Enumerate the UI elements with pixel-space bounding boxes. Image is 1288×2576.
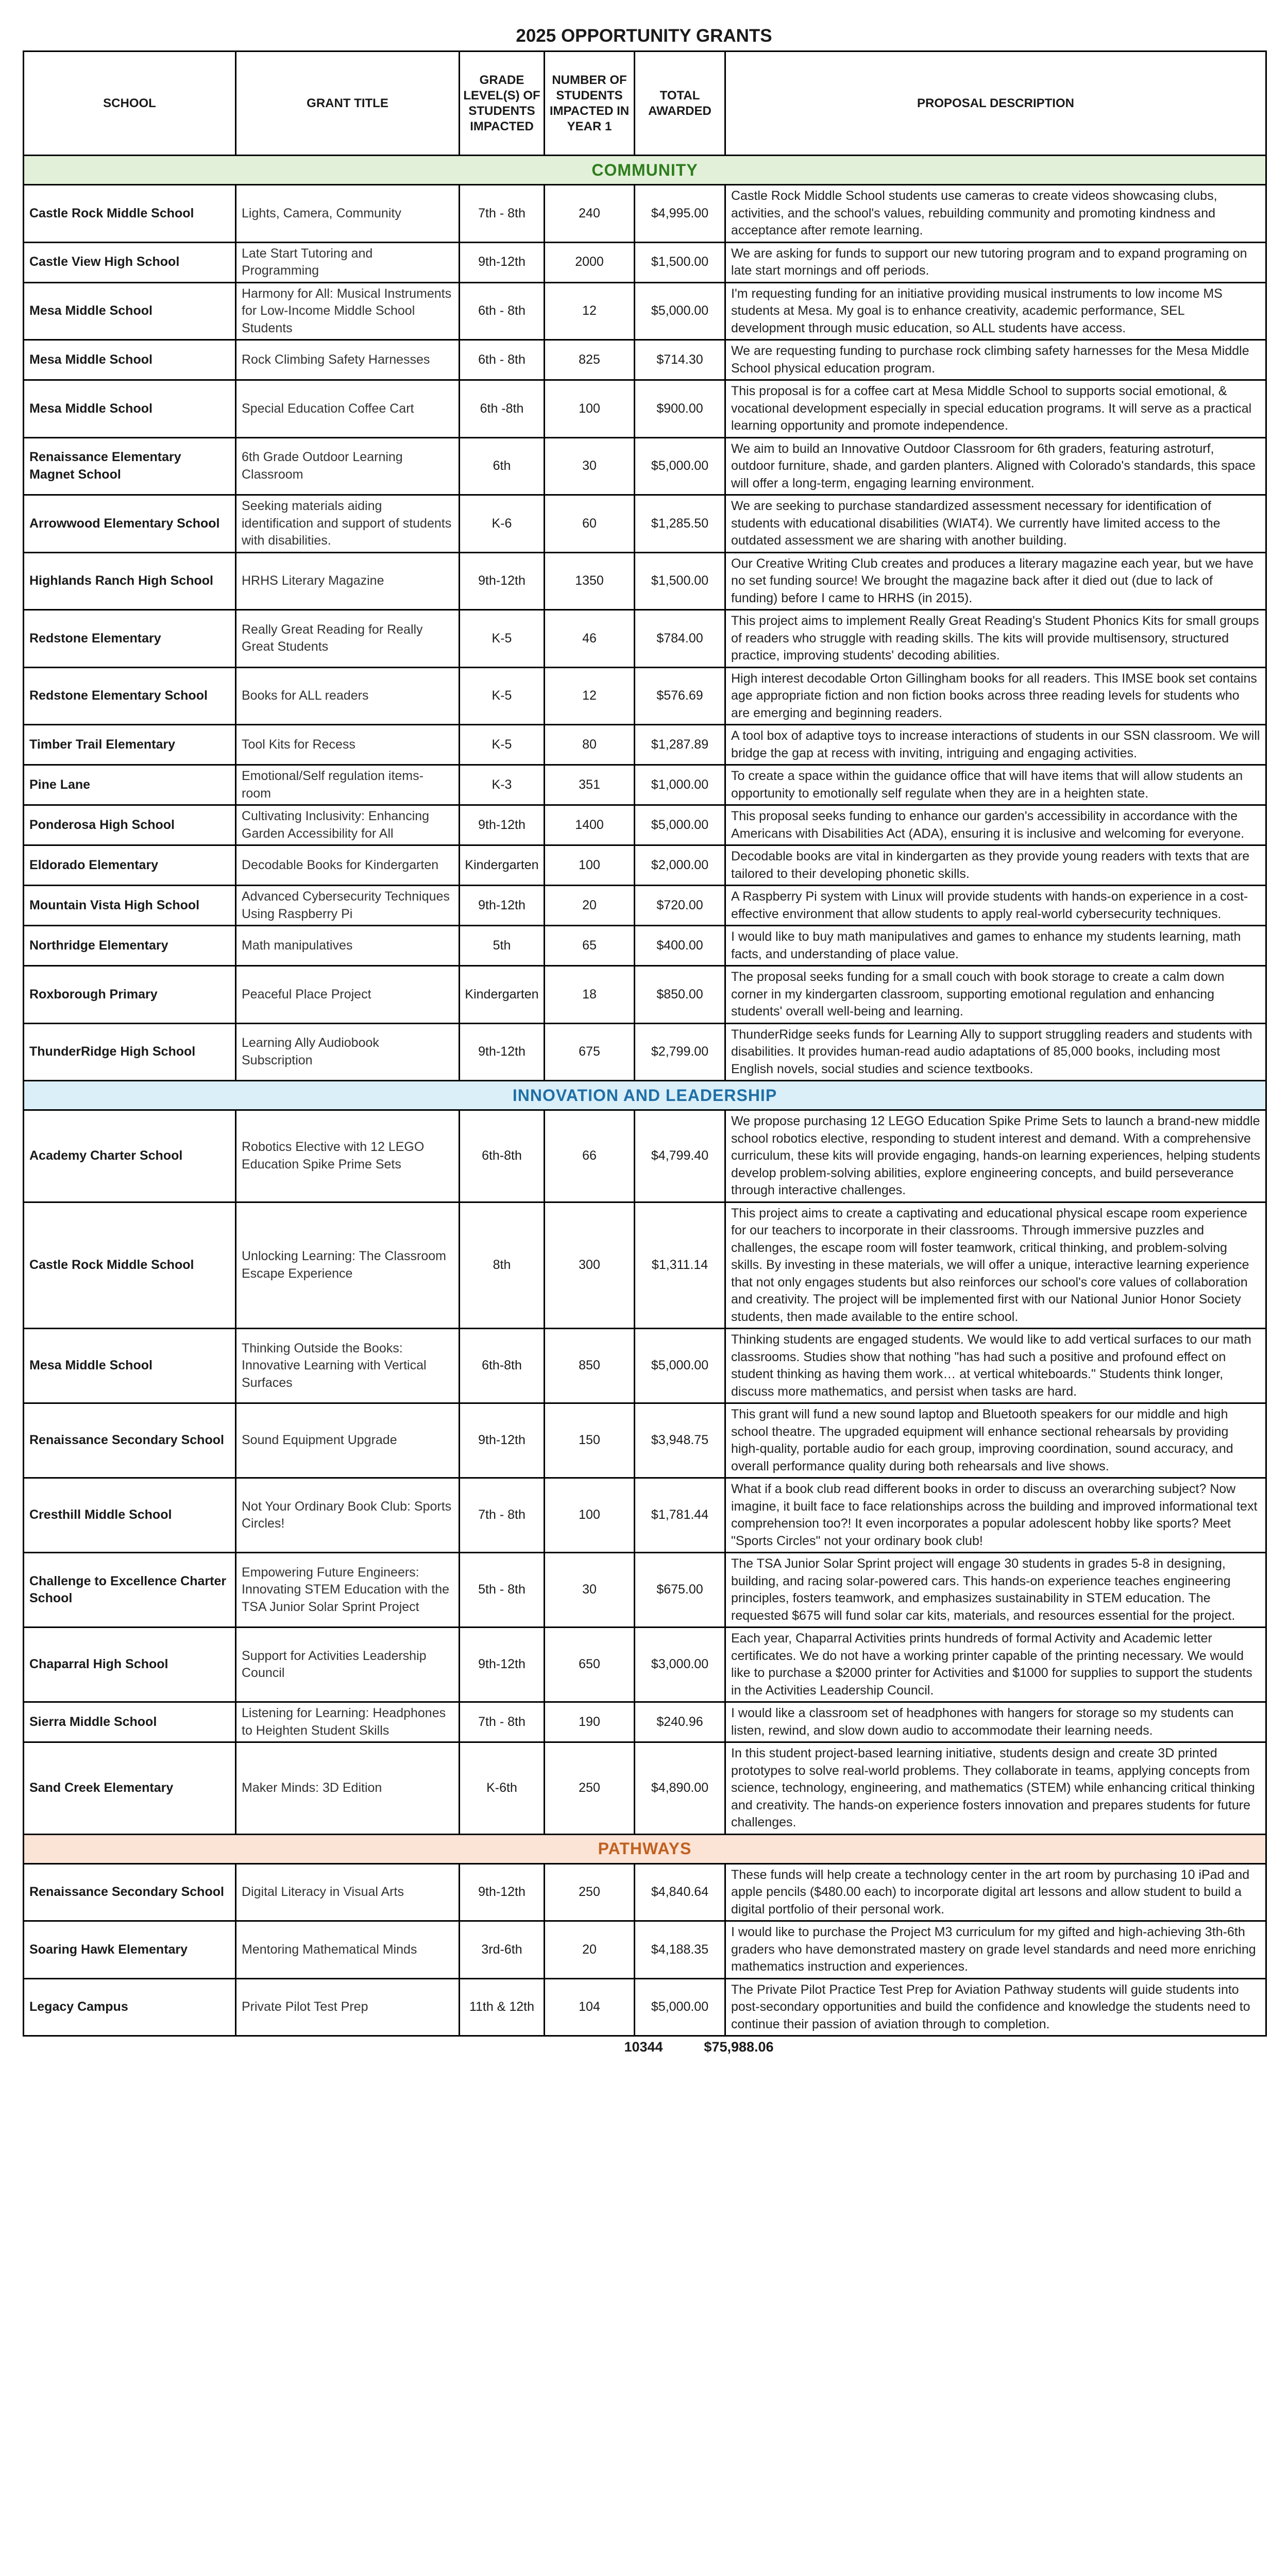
grant-title-cell: Lights, Camera, Community	[236, 185, 460, 243]
proposal-description-cell: The Private Pilot Practice Test Prep for Aviation Pathway students will guide students into post-secondary opportunities and build the confidence and knowledge the students need to continue their passion of aviation through to completion.	[725, 1978, 1266, 2036]
proposal-description-cell: This proposal seeks funding to enhance our garden's accessibility in accordance with the Americans with Disabilities Act (ADA), ensuring it is inclusive and welcoming for everyone.	[725, 805, 1266, 845]
grant-title-cell: Learning Ally Audiobook Subscription	[236, 1023, 460, 1081]
students-impacted-cell: 12	[545, 282, 635, 340]
students-impacted-cell: 850	[545, 1329, 635, 1403]
students-impacted-cell: 65	[545, 926, 635, 966]
school-cell: Ponderosa High School	[24, 805, 236, 845]
total-awarded-cell: $1,500.00	[635, 552, 725, 610]
total-awarded-cell: $2,000.00	[635, 845, 725, 886]
grant-title-cell: Cultivating Inclusivity: Enhancing Garden Accessibility for All	[236, 805, 460, 845]
grant-title-cell: Listening for Learning: Headphones to Heighten Student Skills	[236, 1702, 460, 1742]
grant-title-cell: Robotics Elective with 12 LEGO Education Spike Prime Sets	[236, 1110, 460, 1202]
school-cell: Renaissance Secondary School	[24, 1863, 236, 1921]
total-awarded-cell: $714.30	[635, 340, 725, 380]
school-cell: Renaissance Elementary Magnet School	[24, 437, 236, 495]
students-impacted-cell: 825	[545, 340, 635, 380]
grant-title-cell: Support for Activities Leadership Council	[236, 1628, 460, 1702]
school-cell: Castle Rock Middle School	[24, 1202, 236, 1329]
document-title: 2025 OPPORTUNITY GRANTS	[516, 26, 772, 46]
grant-title-cell: Special Education Coffee Cart	[236, 380, 460, 438]
students-impacted-cell: 300	[545, 1202, 635, 1329]
grant-title-cell: Math manipulatives	[236, 926, 460, 966]
school-cell: Castle Rock Middle School	[24, 185, 236, 243]
total-awarded-cell: $4,799.40	[635, 1110, 725, 1202]
grade-level-cell: 9th-12th	[460, 1023, 545, 1081]
table-row	[24, 926, 1266, 966]
proposal-description-cell: I would like a classroom set of headphones with hangers for storage so my students can listen, rewind, and slow down audio to accommodate their learning needs.	[725, 1702, 1266, 1742]
grant-title-cell: Rock Climbing Safety Harnesses	[236, 340, 460, 380]
grant-title-cell: Seeking materials aiding identification and support of students with disabilities.	[236, 495, 460, 553]
table-row	[24, 282, 1266, 340]
table-row	[24, 1202, 1266, 1329]
grade-level-cell: 9th-12th	[460, 1403, 545, 1478]
students-impacted-cell: 100	[545, 1478, 635, 1553]
school-cell: Northridge Elementary	[24, 926, 236, 966]
table-row	[24, 845, 1266, 886]
proposal-description-cell: ThunderRidge seeks funds for Learning Ally to support struggling readers and students with disabilities. It provides human-read audio adaptations of 85,000 books, including most English novels, social studies and science textbooks.	[725, 1023, 1266, 1081]
section-header-row	[24, 1834, 1266, 1863]
students-impacted-cell: 1350	[545, 552, 635, 610]
students-impacted-cell: 240	[545, 185, 635, 243]
total-awarded-cell: $850.00	[635, 966, 725, 1024]
grade-level-cell: 9th-12th	[460, 1628, 545, 1702]
school-cell: Cresthill Middle School	[24, 1478, 236, 1553]
table-row	[24, 1921, 1266, 1979]
table-row	[24, 1742, 1266, 1835]
proposal-description-cell: We aim to build an Innovative Outdoor Classroom for 6th graders, featuring astroturf, outdoor furniture, shade, and garden planters. Aligned with Colorado's standards, this space will offer a long-term, engaging learning environment.	[725, 437, 1266, 495]
school-cell: Legacy Campus	[24, 1978, 236, 2036]
section-title: COMMUNITY	[24, 156, 1266, 185]
table-row	[24, 552, 1266, 610]
school-cell: Redstone Elementary School	[24, 667, 236, 725]
grade-level-cell: K-5	[460, 667, 545, 725]
proposal-description-cell: We are asking for funds to support our new tutoring program and to expand programing on late start mornings and off periods.	[725, 242, 1266, 282]
grade-level-cell: 6th	[460, 437, 545, 495]
proposal-description-cell: Decodable books are vital in kindergarten as they provide young readers with texts that are tailored to their developing phonetic skills.	[725, 845, 1266, 886]
grant-title-cell: Private Pilot Test Prep	[236, 1978, 460, 2036]
total-awarded-cell: $5,000.00	[635, 437, 725, 495]
proposal-description-cell: I'm requesting funding for an initiative providing musical instruments to low income MS students at Mesa. My goal is to enhance creativity, academic performance, SEL development through music education, so ALL students have access.	[725, 282, 1266, 340]
proposal-description-cell: We propose purchasing 12 LEGO Education Spike Prime Sets to launch a brand-new middle school robotics elective, responding to student interest and demand. With a comprehensive curriculum, these kits will provide engaging, hands-on learning experiences, helping students develop problem-solving abilities, explore engineering concepts, and build perseverance through interactive challenges.	[725, 1110, 1266, 1202]
students-impacted-cell: 12	[545, 667, 635, 725]
school-cell: Renaissance Secondary School	[24, 1403, 236, 1478]
total-awarded-cell: $675.00	[635, 1553, 725, 1628]
proposal-description-cell: Castle Rock Middle School students use cameras to create videos showcasing clubs, activities, and the school's values, rebuilding community and promoting kindness and acceptance after remote learning.	[725, 185, 1266, 243]
grade-level-cell: 7th - 8th	[460, 1478, 545, 1553]
students-impacted-cell: 100	[545, 845, 635, 886]
grade-level-cell: 9th-12th	[460, 805, 545, 845]
total-awarded-cell: $784.00	[635, 610, 725, 668]
grade-level-cell: 9th-12th	[460, 552, 545, 610]
total-awarded-cell: $4,188.35	[635, 1921, 725, 1979]
total-awarded-cell: $240.96	[635, 1702, 725, 1742]
grade-level-cell: 3rd-6th	[460, 1921, 545, 1979]
grant-title-cell: Unlocking Learning: The Classroom Escape Experience	[236, 1202, 460, 1329]
students-impacted-cell: 1400	[545, 805, 635, 845]
header-total-awarded: TOTAL AWARDED	[635, 52, 725, 156]
proposal-description-cell: Thinking students are engaged students. We would like to add vertical surfaces to our math classrooms. Studies show that nothing "has had such a positive and profound effect on student thinking as having them work… at vertical whiteboards." Students think longer, discuss more mathematics, and persist when tasks are hard.	[725, 1329, 1266, 1403]
proposal-description-cell: This proposal is for a coffee cart at Mesa Middle School to supports social emotional, & vocational development especially in special education programs. It will serve as a practical learning opportunity and promote independence.	[725, 380, 1266, 438]
students-impacted-cell: 100	[545, 380, 635, 438]
grade-level-cell: 11th & 12th	[460, 1978, 545, 2036]
students-impacted-cell: 30	[545, 437, 635, 495]
total-awarded-cell: $1,285.50	[635, 495, 725, 553]
table-row	[24, 437, 1266, 495]
grade-level-cell: 6th-8th	[460, 1329, 545, 1403]
proposal-description-cell: We are seeking to purchase standardized assessment necessary for identification of students with educational disabilities (WIAT4). We currently have limited access to the outdated assessment we are sharing with another building.	[725, 495, 1266, 553]
table-row	[24, 610, 1266, 668]
school-cell: Challenge to Excellence Charter School	[24, 1553, 236, 1628]
students-impacted-cell: 20	[545, 1921, 635, 1979]
total-awarded-cell: $4,995.00	[635, 185, 725, 243]
section-header-row	[24, 156, 1266, 185]
students-impacted-cell: 250	[545, 1863, 635, 1921]
table-row	[24, 380, 1266, 438]
proposal-description-cell: To create a space within the guidance office that will have items that will allow students an opportunity to emotionally self regulate when they are in a heighten state.	[725, 765, 1266, 805]
table-row	[24, 1023, 1266, 1081]
table-row	[24, 765, 1266, 805]
students-impacted-cell: 80	[545, 725, 635, 765]
table-row	[24, 340, 1266, 380]
proposal-description-cell: A Raspberry Pi system with Linux will provide students with hands-on experience in a cost-effective environment that allow students to apply real-world cybersecurity techniques.	[725, 886, 1266, 926]
proposal-description-cell: A tool box of adaptive toys to increase interactions of students in our SSN classroom. We will bridge the gap at recess with inviting, intriguing and engaging activities.	[725, 725, 1266, 765]
total-awarded-cell: $1,781.44	[635, 1478, 725, 1553]
school-cell: Castle View High School	[24, 242, 236, 282]
grant-title-cell: Decodable Books for Kindergarten	[236, 845, 460, 886]
table-row	[24, 1628, 1266, 1702]
students-impacted-cell: 46	[545, 610, 635, 668]
table-row	[24, 886, 1266, 926]
school-cell: Soaring Hawk Elementary	[24, 1921, 236, 1979]
grade-level-cell: K-6	[460, 495, 545, 553]
school-cell: Pine Lane	[24, 765, 236, 805]
grade-level-cell: 6th - 8th	[460, 282, 545, 340]
proposal-description-cell: High interest decodable Orton Gillingham books for all readers. This IMSE book set contains age appropriate fiction and non fiction books across three reading levels for students who are emerging and beginning readers.	[725, 667, 1266, 725]
grant-title-cell: Books for ALL readers	[236, 667, 460, 725]
proposal-description-cell: This project aims to create a captivating and educational physical escape room experience for our teachers to incorporate in their classrooms. Through immersive puzzles and challenges, the escape room will foster teamwork, critical thinking, and problem-solving skills. By investing in these materials, we will offer a unique, interactive learning experience that not only engages students but also reinforces our school's core values of collaboration and creativity. The project will be implemented first with our National Junior Honor Society students, then made available to the entire school.	[725, 1202, 1266, 1329]
proposal-description-cell: This project aims to implement Really Great Reading's Student Phonics Kits for small groups of readers who struggle with reading skills. The kits will provide multisensory, structured practice, improving students' decoding abilities.	[725, 610, 1266, 668]
grant-title-cell: Late Start Tutoring and Programming	[236, 242, 460, 282]
proposal-description-cell: The TSA Junior Solar Sprint project will engage 30 students in grades 5-8 in designing, building, and racing solar-powered cars. This hands-on experience teaches engineering principles, fosters teamwork, and emphasizes sustainability in STEM education. The requested $675 will fund solar car kits, materials, and resources essential for the project.	[725, 1553, 1266, 1628]
school-cell: Arrowwood Elementary School	[24, 495, 236, 553]
total-awarded-cell: $400.00	[635, 926, 725, 966]
table-row	[24, 667, 1266, 725]
students-impacted-cell: 190	[545, 1702, 635, 1742]
proposal-description-cell: Our Creative Writing Club creates and produces a literary magazine each year, but we have no set funding source! We brought the magazine back after it died out (due to lack of funding) before I came to HRHS (in 2015).	[725, 552, 1266, 610]
table-row	[24, 966, 1266, 1024]
table-row	[24, 725, 1266, 765]
section-title: INNOVATION AND LEADERSHIP	[24, 1081, 1266, 1110]
grade-level-cell: 6th-8th	[460, 1110, 545, 1202]
header-students-impacted: NUMBER OF STUDENTS IMPACTED IN YEAR 1	[545, 52, 635, 156]
grade-level-cell: K-5	[460, 725, 545, 765]
grade-level-cell: 5th - 8th	[460, 1553, 545, 1628]
grants-body	[24, 156, 1266, 2036]
grade-level-cell: Kindergarten	[460, 966, 545, 1024]
grant-title-cell: Mentoring Mathematical Minds	[236, 1921, 460, 1979]
table-row	[24, 1110, 1266, 1202]
total-awarded-cell: $4,890.00	[635, 1742, 725, 1835]
grant-title-cell: Digital Literacy in Visual Arts	[236, 1863, 460, 1921]
grant-title-cell: Thinking Outside the Books: Innovative Learning with Vertical Surfaces	[236, 1329, 460, 1403]
proposal-description-cell: I would like to buy math manipulatives and games to enhance my students learning, math facts, and understanding of place value.	[725, 926, 1266, 966]
school-cell: Mountain Vista High School	[24, 886, 236, 926]
total-awarded-cell: $576.69	[635, 667, 725, 725]
proposal-description-cell: I would like to purchase the Project M3 curriculum for my gifted and high-achieving 3th-6th graders who have demonstrated mastery on grade level standards and need more enriching mathematics instruction and experiences.	[725, 1921, 1266, 1979]
proposal-description-cell: These funds will help create a technology center in the art room by purchasing 10 iPad and apple pencils ($480.00 each) to incorporate digital art lessons and allow student to build a digital portfolio of their personal work.	[725, 1863, 1266, 1921]
school-cell: Mesa Middle School	[24, 1329, 236, 1403]
table-row	[24, 1403, 1266, 1478]
total-awarded-cell: $2,799.00	[635, 1023, 725, 1081]
students-impacted-cell: 2000	[545, 242, 635, 282]
total-awarded-cell: $720.00	[635, 886, 725, 926]
total-awarded-cell: $1,500.00	[635, 242, 725, 282]
section-title: PATHWAYS	[24, 1834, 1266, 1863]
grade-level-cell: K-6th	[460, 1742, 545, 1835]
proposal-description-cell: The proposal seeks funding for a small couch with book storage to create a calm down corner in my kindergarten classroom, supporting emotional regulation and enhancing students' overall well-being and learning.	[725, 966, 1266, 1024]
school-cell: Highlands Ranch High School	[24, 552, 236, 610]
total-students: 10344	[624, 2039, 663, 2055]
grant-title-cell: Sound Equipment Upgrade	[236, 1403, 460, 1478]
proposal-description-cell: We are requesting funding to purchase rock climbing safety harnesses for the Mesa Middle School physical education program.	[725, 340, 1266, 380]
table-row	[24, 242, 1266, 282]
table-row	[24, 1978, 1266, 2036]
total-awarded-cell: $1,000.00	[635, 765, 725, 805]
grant-title-cell: Peaceful Place Project	[236, 966, 460, 1024]
grade-level-cell: 9th-12th	[460, 886, 545, 926]
students-impacted-cell: 250	[545, 1742, 635, 1835]
grade-level-cell: 7th - 8th	[460, 185, 545, 243]
school-cell: ThunderRidge High School	[24, 1023, 236, 1081]
proposal-description-cell: This grant will fund a new sound laptop and Bluetooth speakers for our middle and high school theatre. The upgraded equipment will enhance sectional rehearsals by providing high-quality, portable audio for each group, improving coordination, sound accuracy, and overall performance quality during both rehearsals and live shows.	[725, 1403, 1266, 1478]
school-cell: Mesa Middle School	[24, 380, 236, 438]
total-awarded-cell: $3,948.75	[635, 1403, 725, 1478]
grade-level-cell: Kindergarten	[460, 845, 545, 886]
table-row	[24, 1553, 1266, 1628]
school-cell: Roxborough Primary	[24, 966, 236, 1024]
school-cell: Academy Charter School	[24, 1110, 236, 1202]
school-cell: Sand Creek Elementary	[24, 1742, 236, 1835]
total-awarded-cell: $4,840.64	[635, 1863, 725, 1921]
students-impacted-cell: 20	[545, 886, 635, 926]
proposal-description-cell: Each year, Chaparral Activities prints hundreds of formal Activity and Academic letter certificates. We do not have a working printer capable of the printing necessary. We would like to purchase a $2000 printer for Activities and $1000 for supplies to support the students in the Activities Leadership Council.	[725, 1628, 1266, 1702]
school-cell: Mesa Middle School	[24, 340, 236, 380]
students-impacted-cell: 150	[545, 1403, 635, 1478]
grant-title-cell: Empowering Future Engineers: Innovating STEM Education with the TSA Junior Solar Sprint Project	[236, 1553, 460, 1628]
students-impacted-cell: 30	[545, 1553, 635, 1628]
header-school: SCHOOL	[24, 52, 236, 156]
header-grade-level: GRADE LEVEL(S) OF STUDENTS IMPACTED	[460, 52, 545, 156]
total-awarded: $75,988.06	[704, 2039, 774, 2055]
school-cell: Chaparral High School	[24, 1628, 236, 1702]
students-impacted-cell: 104	[545, 1978, 635, 2036]
table-row	[24, 1863, 1266, 1921]
grant-title-cell: 6th Grade Outdoor Learning Classroom	[236, 437, 460, 495]
grade-level-cell: 8th	[460, 1202, 545, 1329]
total-awarded-cell: $5,000.00	[635, 1978, 725, 2036]
school-cell: Sierra Middle School	[24, 1702, 236, 1742]
grade-level-cell: 6th - 8th	[460, 340, 545, 380]
table-row	[24, 495, 1266, 553]
school-cell: Redstone Elementary	[24, 610, 236, 668]
proposal-description-cell: In this student project-based learning initiative, students design and create 3D printed prototypes to solve real-world problems. They collaborate in teams, applying concepts from science, technology, engineering, and mathematics (STEM) while enhancing critical thinking and creativity. The hands-on experience fosters innovation and prepares students for future challenges.	[725, 1742, 1266, 1835]
students-impacted-cell: 675	[545, 1023, 635, 1081]
grant-title-cell: Emotional/Self regulation items- room	[236, 765, 460, 805]
proposal-description-cell: What if a book club read different books in order to discuss an overarching subject? Now imagine, it built face to face relationships across the building and improved informational text comprehension too?! It even incorporates a popular adolescent hobby like sports? Meet "Sports Circles" not your ordinary book club!	[725, 1478, 1266, 1553]
totals-row	[23, 2037, 1265, 2057]
total-awarded-cell: $1,287.89	[635, 725, 725, 765]
total-awarded-cell: $900.00	[635, 380, 725, 438]
table-row	[24, 1702, 1266, 1742]
school-cell: Timber Trail Elementary	[24, 725, 236, 765]
grade-level-cell: 9th-12th	[460, 242, 545, 282]
students-impacted-cell: 66	[545, 1110, 635, 1202]
grade-level-cell: K-3	[460, 765, 545, 805]
total-awarded-cell: $1,311.14	[635, 1202, 725, 1329]
table-row	[24, 805, 1266, 845]
grade-level-cell: 5th	[460, 926, 545, 966]
table-row	[24, 1478, 1266, 1553]
section-header-row	[24, 1081, 1266, 1110]
students-impacted-cell: 351	[545, 765, 635, 805]
table-row	[24, 185, 1266, 243]
total-awarded-cell: $3,000.00	[635, 1628, 725, 1702]
grade-level-cell: 7th - 8th	[460, 1702, 545, 1742]
students-impacted-cell: 18	[545, 966, 635, 1024]
grant-title-cell: Tool Kits for Recess	[236, 725, 460, 765]
grade-level-cell: 6th -8th	[460, 380, 545, 438]
grant-title-cell: Harmony for All: Musical Instruments for Low-Income Middle School Students	[236, 282, 460, 340]
table-row	[24, 1329, 1266, 1403]
school-cell: Mesa Middle School	[24, 282, 236, 340]
grade-level-cell: K-5	[460, 610, 545, 668]
header-row	[24, 52, 1266, 156]
total-awarded-cell: $5,000.00	[635, 1329, 725, 1403]
total-awarded-cell: $5,000.00	[635, 282, 725, 340]
grant-title-cell: HRHS Literary Magazine	[236, 552, 460, 610]
students-impacted-cell: 60	[545, 495, 635, 553]
grade-level-cell: 9th-12th	[460, 1863, 545, 1921]
grant-title-cell: Advanced Cybersecurity Techniques Using Raspberry Pi	[236, 886, 460, 926]
total-awarded-cell: $5,000.00	[635, 805, 725, 845]
header-grant-title: GRANT TITLE	[236, 52, 460, 156]
grant-title-cell: Really Great Reading for Really Great Students	[236, 610, 460, 668]
grant-title-cell: Maker Minds: 3D Edition	[236, 1742, 460, 1835]
school-cell: Eldorado Elementary	[24, 845, 236, 886]
students-impacted-cell: 650	[545, 1628, 635, 1702]
grants-table	[23, 50, 1267, 2037]
grant-title-cell: Not Your Ordinary Book Club: Sports Circles!	[236, 1478, 460, 1553]
header-proposal-description: PROPOSAL DESCRIPTION	[725, 52, 1266, 156]
